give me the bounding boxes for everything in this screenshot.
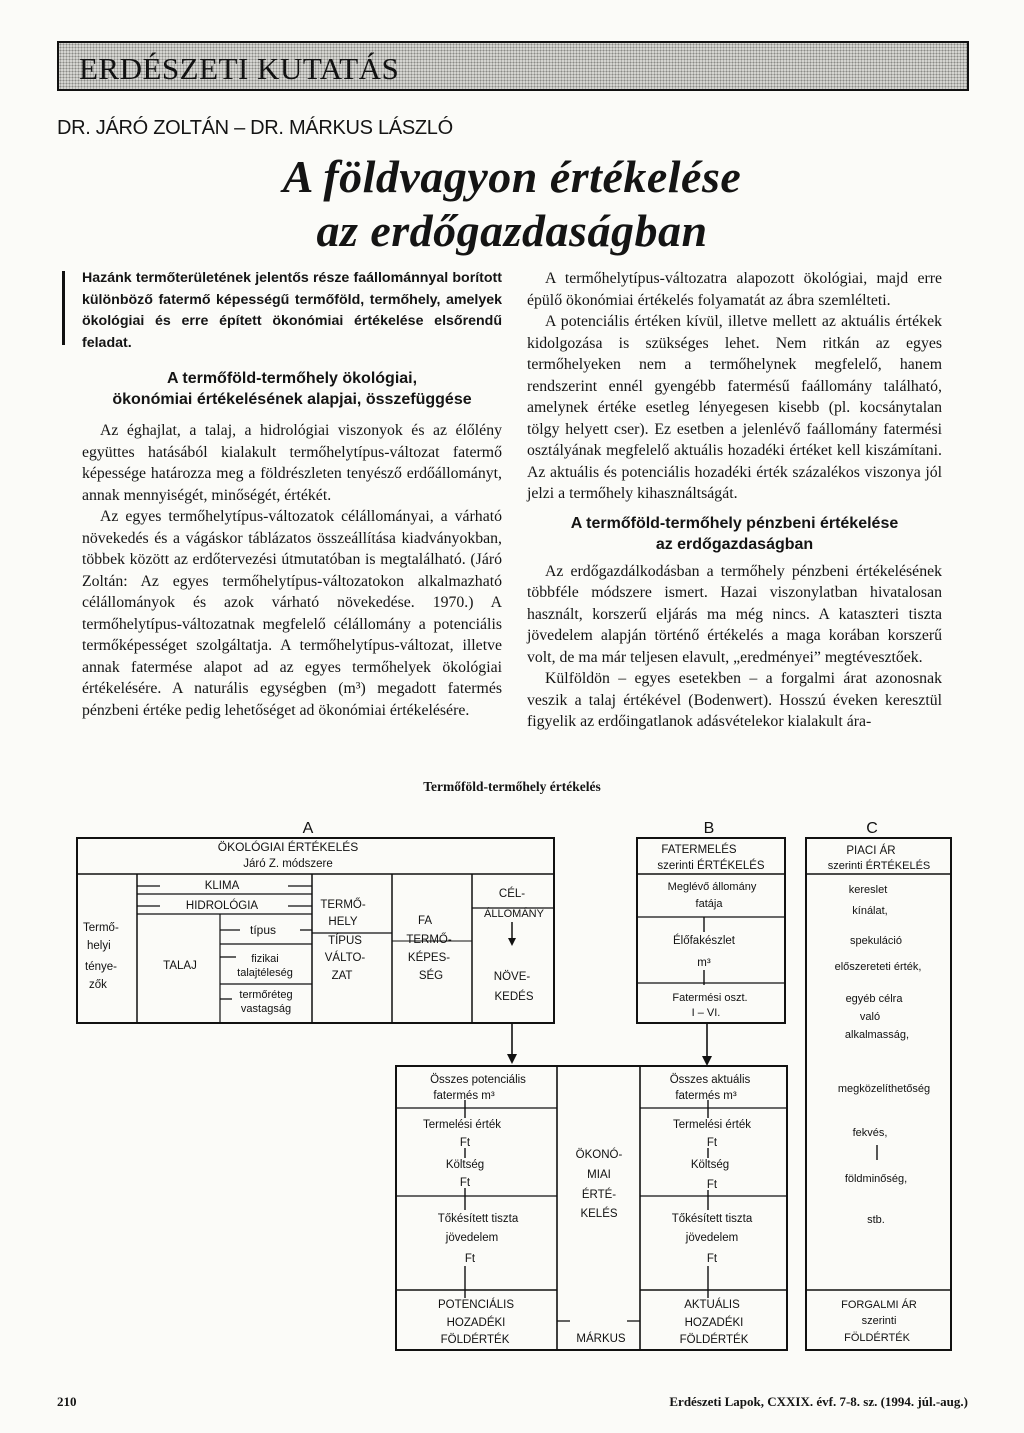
c-item-3: spekuláció — [850, 935, 902, 947]
b-item-2a: Élőfakészlet — [672, 935, 736, 947]
pot-1a: Összes potenciális — [430, 1074, 526, 1086]
section-banner-label: ERDÉSZETI KUTATÁS — [79, 51, 400, 86]
markus-label: MÁRKUS — [576, 1333, 626, 1345]
fizikai-2: talajtéleség — [237, 967, 293, 979]
klima-label: KLIMA — [204, 880, 240, 892]
oko-4: KELÉS — [580, 1208, 618, 1220]
termoreteg-2: vastagság — [240, 1003, 292, 1015]
b-item-1a: Meglévő állomány — [667, 881, 757, 893]
nov-1: NÖVE- — [493, 971, 531, 983]
akt-5: Ft — [706, 1179, 718, 1191]
b-item-1b: fatája — [695, 898, 723, 910]
nov-2: KEDÉS — [494, 991, 534, 1003]
b-header-1: FATERMELÉS — [661, 844, 737, 856]
forg-2: szerinti — [861, 1315, 897, 1327]
paragraph-1: Az éghajlat, a talaj, a hidrológiai viszonyok és az élőlény együttes hatásából kialakult termőhelytípus-változat fatermő képessége határozza meg a földrészleten tenyésző erdőállományt, annak mennyiségét, minőségét, értékét. — [82, 422, 502, 504]
fa-4: SÉG — [418, 970, 444, 982]
tht-4: VÁLTO- — [324, 952, 366, 964]
pot-6c: Ft — [464, 1253, 476, 1265]
akt-6a: Tőkésített tiszta — [671, 1213, 753, 1225]
forg-3: FÖLDÉRTÉK — [844, 1332, 910, 1344]
figure-title: Termőföld-termőhely értékelés — [423, 779, 601, 794]
b-header-2: szerinti ÉRTÉKELÉS — [657, 860, 765, 872]
pot-final-3: FÖLDÉRTÉK — [440, 1334, 510, 1346]
termoreteg-1: termőréteg — [239, 989, 293, 1001]
oko-1: ÖKONÓ- — [575, 1149, 623, 1161]
akt-6c: Ft — [706, 1253, 718, 1265]
termohelyi-3: ténye- — [85, 961, 117, 973]
b-item-3a: Fatermési oszt. — [672, 992, 748, 1004]
page-number: 210 — [57, 1394, 77, 1409]
pot-4: Költség — [445, 1159, 485, 1171]
pot-6a: Tőkésített tiszta — [437, 1213, 519, 1225]
section2-heading-line1: A termőföld-termőhely pénzbeni értékelése — [570, 514, 899, 532]
forg-1: FORGALMI ÁR — [841, 1299, 917, 1311]
paragraph-4: A potenciális értéken kívül, illetve mellett az aktuális értékek kidolgozása is szükséges lehet. Nem ritkán az egyes termőhelyeken nem a termőhelynek megfelelő, hanem rendszerint ennél gyengébb fatermésű faállomány található, amelynek értéke esetleg lényegesen kisebb (pl. kocsánytalan tölgy helyett cser). Ez esetben a jelenlévő faállomány fatermési osztályának megfelelő aktuális hozadéki értéket kell kiszámítani. Az aktuális és potenciális hozadéki érték százalékos viszonya jól jelzi a termőhely kihasználtságát. — [527, 313, 942, 502]
col-a-letter: A — [302, 820, 314, 837]
section1-heading-line2: ökonómiai értékelésének alapjai, összefüggése — [112, 391, 472, 408]
fa-2: TERMŐ- — [406, 934, 452, 946]
akt-4: Költség — [690, 1159, 730, 1171]
akt-final-1: AKTUÁLIS — [684, 1299, 740, 1311]
tht-5: ZAT — [331, 970, 353, 982]
c-item-6: való — [859, 1011, 881, 1023]
pot-3: Ft — [459, 1137, 471, 1149]
pot-1b: fatermés m³ — [433, 1090, 495, 1102]
tht-3: TÍPUS — [328, 935, 362, 947]
col-b-letter: B — [703, 820, 715, 837]
journal-citation: Erdészeti Lapok, CXXIX. évf. 7-8. sz. (1994. júl.-aug.) — [669, 1394, 968, 1409]
c-item-9: fekvés, — [852, 1127, 888, 1139]
tipus-label: típus — [249, 923, 277, 937]
akt-final-2: HOZADÉKI — [684, 1317, 744, 1329]
akt-1a: Összes aktuális — [669, 1074, 751, 1086]
c-item-11: stb. — [867, 1214, 885, 1226]
section2-heading-line2: az erdőgazdaságban — [655, 535, 814, 553]
col-c-letter: C — [866, 820, 878, 837]
pot-6b: jövedelem — [445, 1232, 499, 1244]
oko-2: MIAI — [587, 1169, 611, 1181]
termohelyi-1: Termő- — [83, 922, 119, 934]
akt-3: Ft — [706, 1137, 718, 1149]
pot-5: Ft — [459, 1177, 471, 1189]
c-header-2: szerinti ÉRTÉKELÉS — [827, 860, 931, 872]
tht-2: HELY — [328, 916, 358, 928]
title-line-2: az erdőgazdaságban — [316, 205, 708, 256]
akt-final-3: FÖLDÉRTÉK — [679, 1334, 749, 1346]
fa-3: KÉPES- — [407, 952, 451, 964]
b-item-2b: m³ — [697, 957, 711, 969]
a-header-1: ÖKOLÓGIAI ÉRTÉKELÉS — [217, 840, 359, 854]
termohelyi-4: zők — [89, 979, 107, 991]
c-item-1: kereslet — [848, 884, 888, 896]
cel-2: ÁLLOMÁNY — [484, 908, 544, 920]
paragraph-2: Az egyes termőhelytípus-változatok célállományai, a várható növekedés és a vágáskor táblázatos összeállítása kiadványokban, többek között az erdőtervezési útmutatóban is megtalálható. (Járó Zoltán: Az egyes termőhelytípus-változatokon alkalmazható célállományok és azok várható növekedése. 1970.) A termőhelytípus-változatnak megfelelő célállomány a potenciális termőképességet szolgáltatja. A termőhelytípus-változat, illetve annak fatermése alapot ad az egyes termőhelyek ökológiai értékelésére. A naturális egységben (m³) megadott fatermés pénzbeni értéke pedig lehetőséget ad ökonómiai értékelésére. — [82, 508, 502, 719]
paragraph-6: Külföldön – egyes esetekben – a forgalmi árat azonosnak veszik a talaj értékével (Bodenwert). Hosszú éveken keresztül figyelik az erdőingatlanok adásvételekor kialakult ára- — [527, 670, 942, 730]
tht-1: TERMŐ- — [320, 899, 366, 911]
c-header-1: PIACI ÁR — [846, 845, 896, 857]
a-header-2: Járó Z. módszere — [243, 858, 333, 870]
cel-1: CÉL- — [498, 888, 526, 900]
pot-final-1: POTENCIÁLIS — [437, 1299, 515, 1311]
c-item-5: egyéb célra — [845, 993, 903, 1005]
section1-heading-line1: A termőföld-termőhely ökológiai, — [166, 370, 418, 387]
b-item-3b: I – VI. — [691, 1007, 721, 1019]
c-item-8: megközelíthetőség — [837, 1083, 931, 1095]
authors: DR. JÁRÓ ZOLTÁN – DR. MÁRKUS LÁSZLÓ — [57, 117, 453, 139]
c-item-7: alkalmasság, — [844, 1029, 910, 1041]
lead-paragraph: Hazánk termőterületének jelentős része faállománnyal borított különböző fatermő képességű termőföld, termőhely, amelyek ökológiai és erre épített ökonómiai értékelése elsőrendű feladat. — [82, 270, 502, 351]
hidrologia-label: HIDROLÓGIA — [185, 900, 259, 912]
akt-2: Termelési érték — [673, 1119, 751, 1131]
fa-1: FA — [417, 915, 433, 927]
termohelyi-2: helyi — [87, 940, 111, 952]
oko-3: ÉRTÉ- — [581, 1189, 617, 1201]
akt-1b: fatermés m³ — [675, 1090, 737, 1102]
pot-2: Termelési érték — [423, 1119, 501, 1131]
talaj-label: TALAJ — [163, 960, 197, 972]
c-item-10: földminőség, — [844, 1173, 908, 1185]
c-item-2: kínálat, — [852, 905, 888, 917]
akt-6b: jövedelem — [685, 1232, 739, 1244]
fizikai-1: fizikai — [251, 953, 279, 965]
paragraph-5: Az erdőgazdálkodásban a termőhely pénzbeni értékelésének többféle módszere ismert. Hazai viszonylatban hivatalosan használt, korszerű eljárás ma még nincs. A kataszteri tiszta jövedelem alapján történő értékelés a maga korában korszerű volt, de ma már teljesen elavult, „eredményei” megtévesztőek. — [527, 562, 942, 666]
title-line-1: A földvagyon értékelése — [282, 151, 742, 202]
paragraph-3: A termőhelytípus-változatra alapozott ökológiai, majd erre épülő ökonómiai értékelés folyamatát az ábra szemlélteti. — [527, 270, 942, 309]
c-item-4: előszereteti érték, — [834, 961, 922, 973]
pot-final-2: HOZADÉKI — [446, 1317, 506, 1329]
